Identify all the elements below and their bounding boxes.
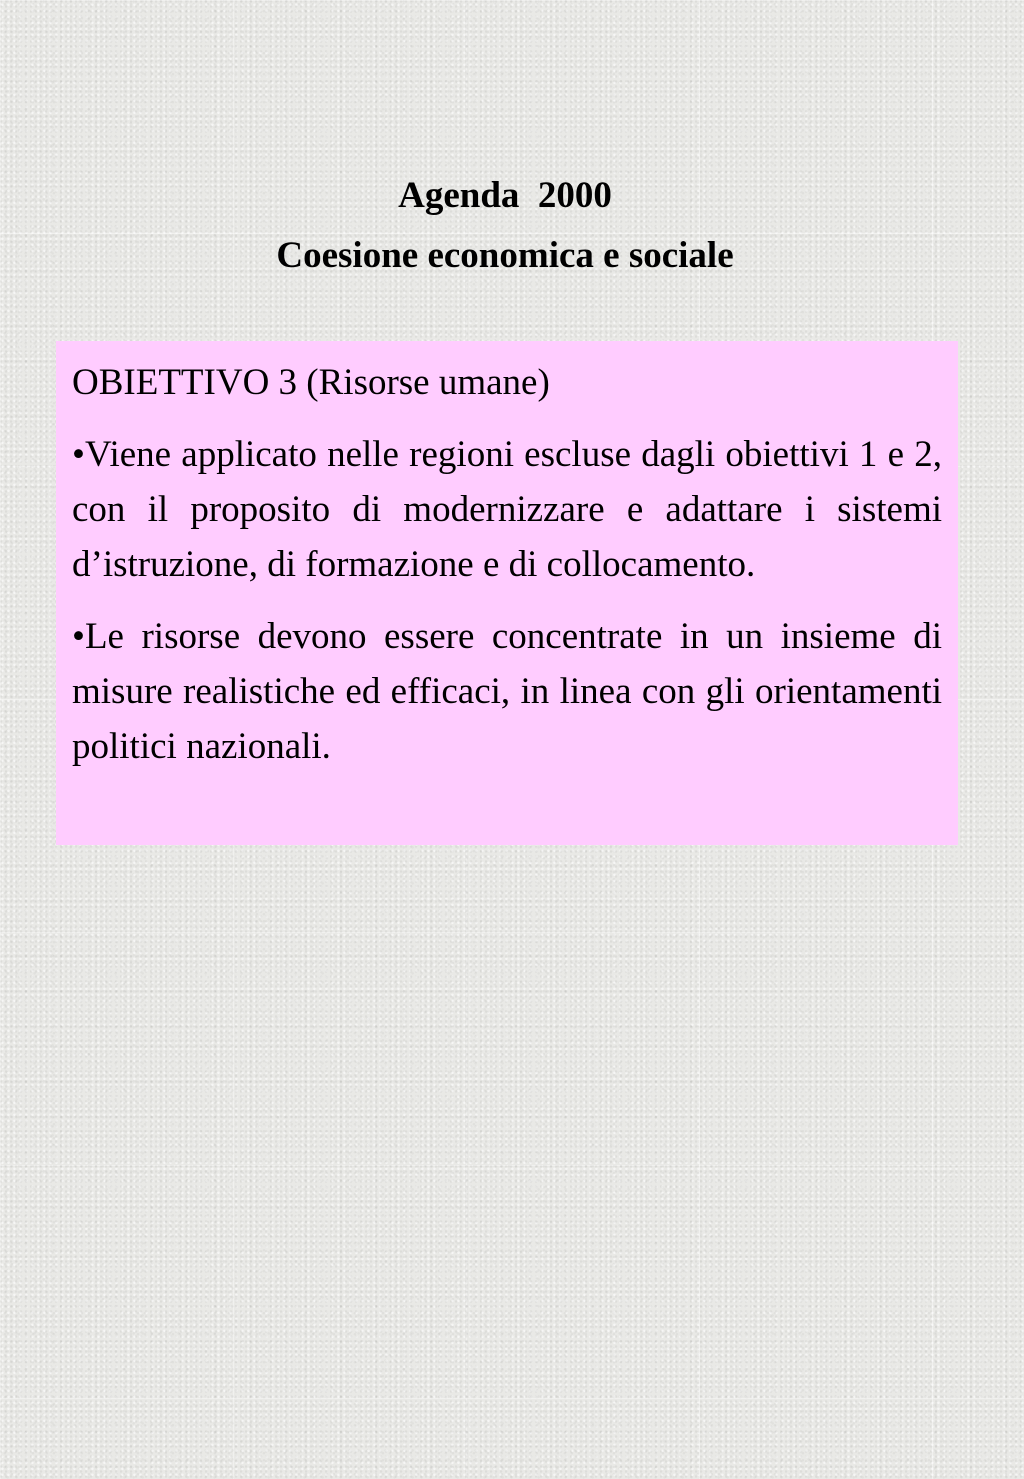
bullet-paragraph: •Viene applicato nelle regioni escluse dagli obiettivi 1 e 2, con il proposito di modernizzare e adattare i sistemi d’istruzione, di formazione e di collocamento.	[72, 434, 942, 585]
objective-box	[56, 341, 958, 845]
title-block	[0, 166, 1010, 286]
bullet-paragraph: •Le risorse devono essere concentrate in un insieme di misure realistiche ed efficaci, in linea con gli orientamenti politici nazionali.	[72, 616, 942, 767]
page-subtitle: Coesione economica e sociale	[276, 235, 734, 276]
page-title: Agenda 2000	[398, 175, 612, 216]
objective-heading: OBIETTIVO 3 (Risorse umane)	[72, 362, 550, 403]
